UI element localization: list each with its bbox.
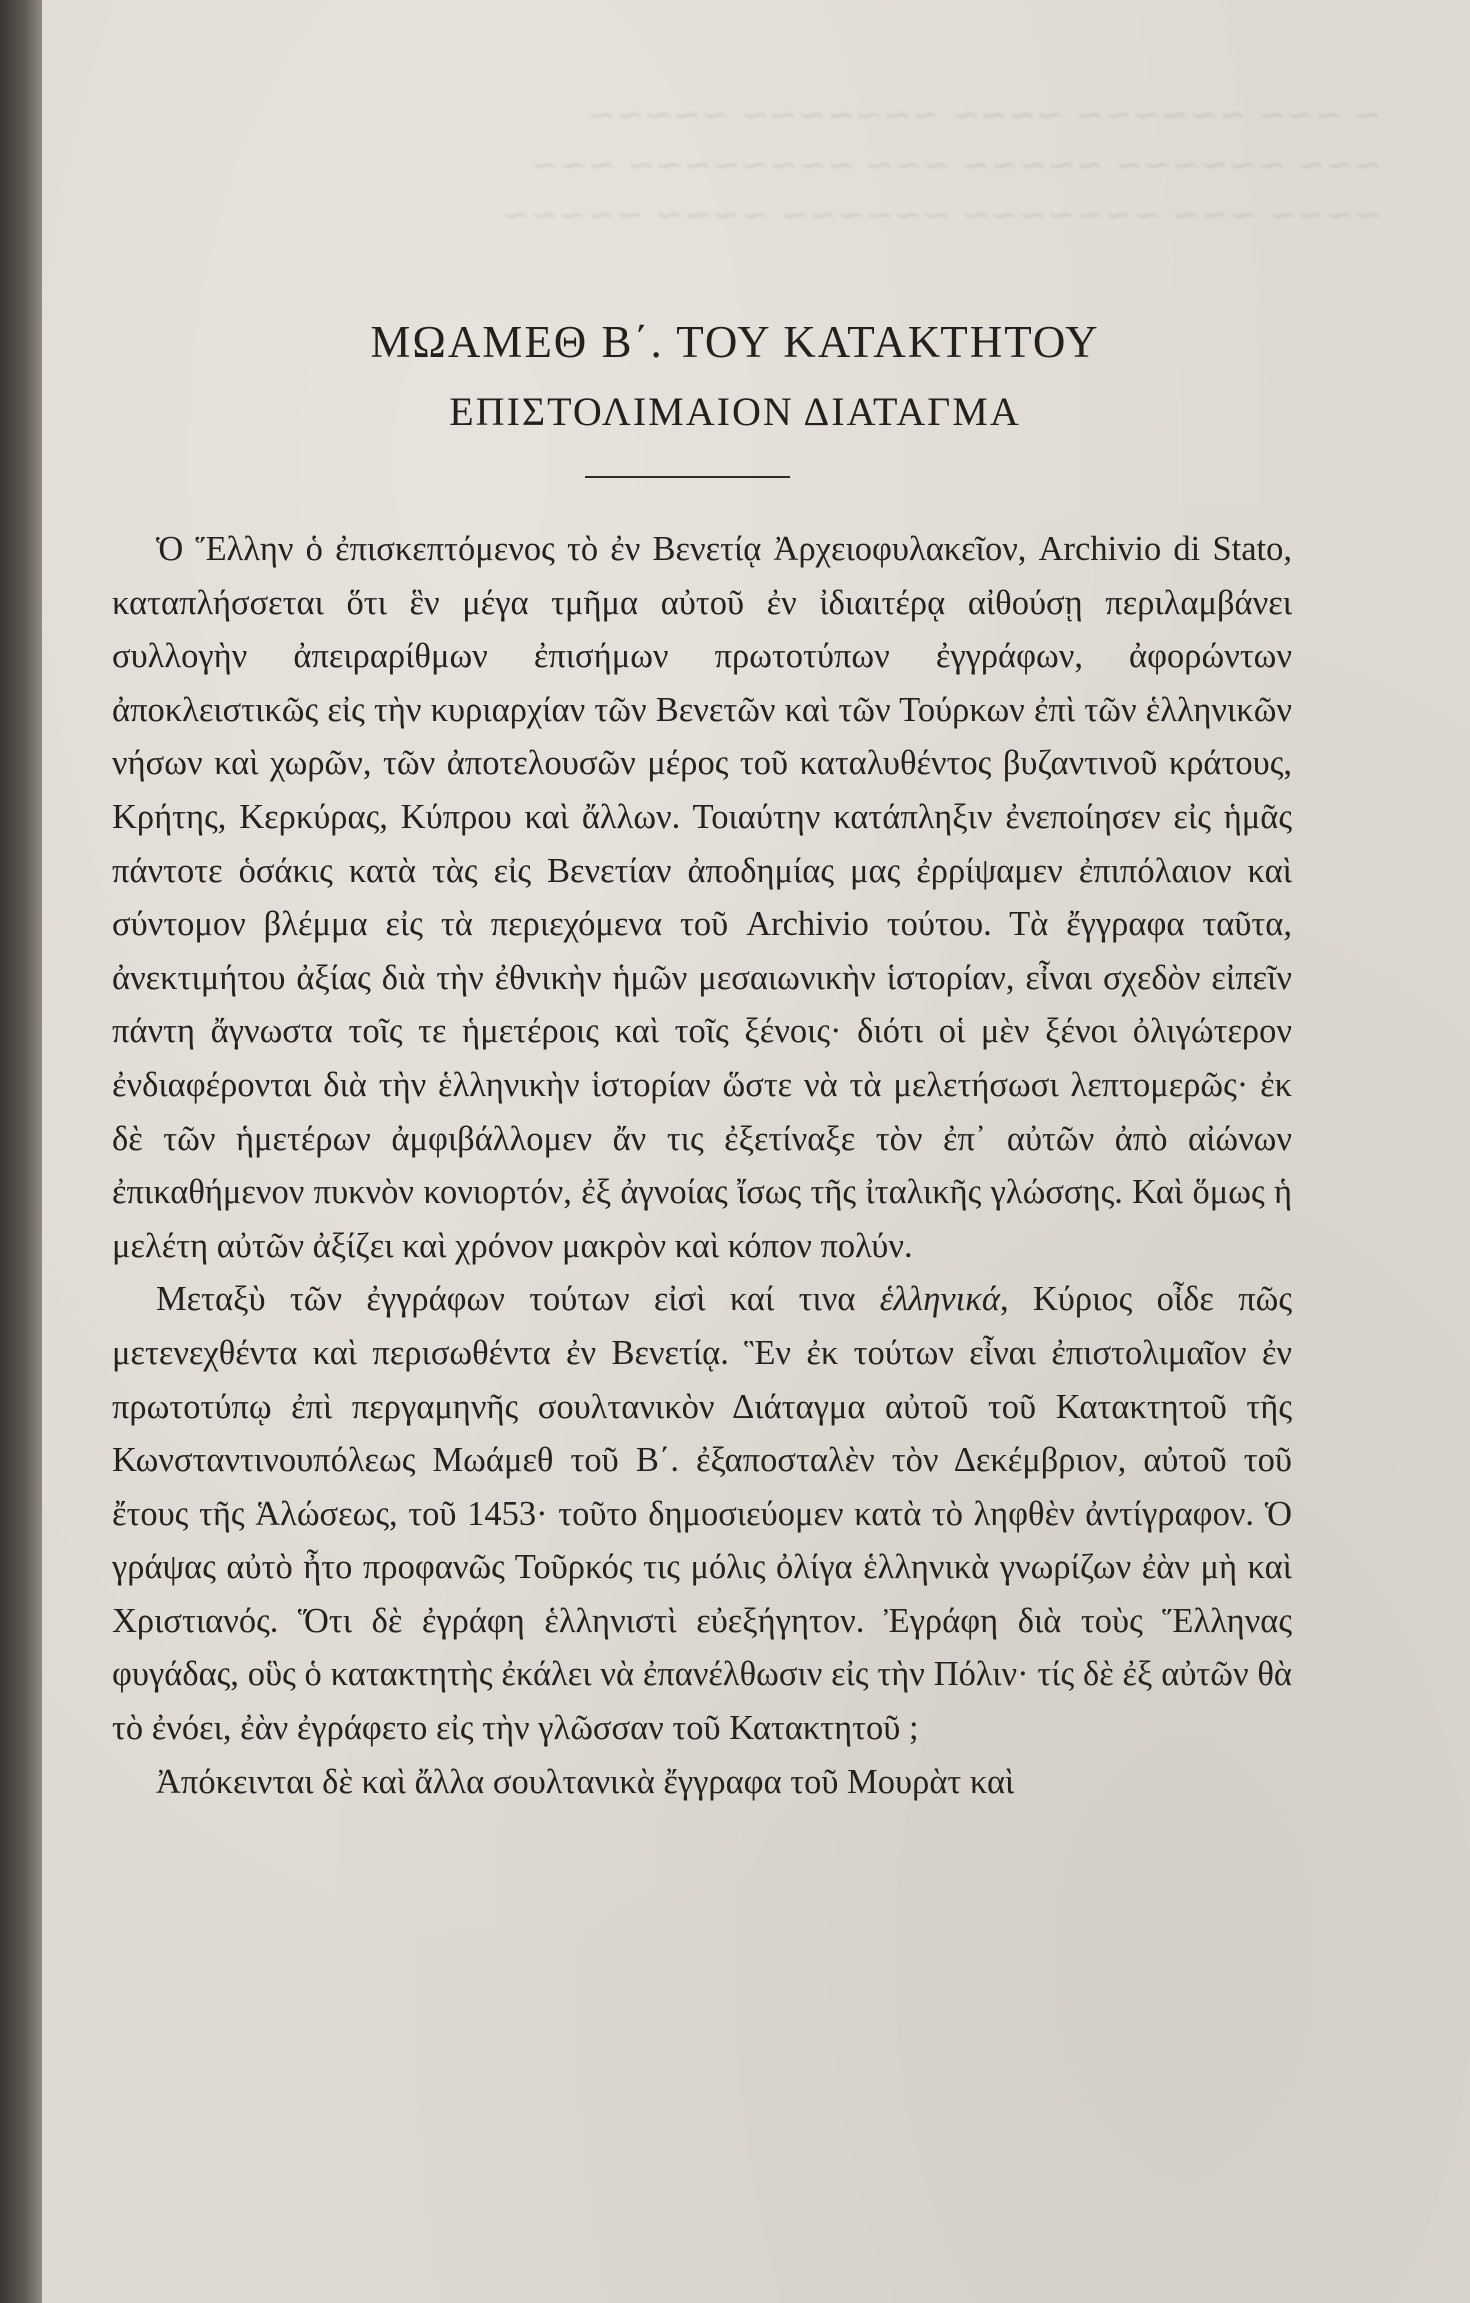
document-subtitle: ΕΠΙΣΤΟΛΙΜΑΙΟΝ ΔΙΑΤΑΓΜΑ (449, 389, 1021, 434)
paragraph-2 (112, 1273, 1292, 1755)
document-body (112, 523, 1292, 1809)
title-divider (585, 476, 790, 478)
paragraph-2-text-b: , Κύριος οἶδε πῶς μετενεχθέντα καὶ περισωθέντα ἐν Βενετίᾳ. Ἓν ἐκ τούτων εἶναι ἐπιστολιμαῖον ἐν πρωτοτύπῳ ἐπὶ περγαμηνῆς σουλτανικὸν Διάταγμα αὐτοῦ τοῦ Κατακτητοῦ τῆς Κωνσταντινουπόλεως Μωάμεθ τοῦ Β΄. ἐξαποσταλὲν τὸν Δεκέμβριον, αὐτοῦ τοῦ ἔτους τῆς Ἁλώσεως, τοῦ 1453· τοῦτο δημοσιεύομεν κατὰ τὸ ληφθὲν ἀντίγραφον. Ὁ γράψας αὐτὸ ἦτο προφανῶς Τοῦρκός τις μόλις ὀλίγα ἑλληνικὰ γνωρίζων ἐὰν μὴ καὶ Χριστιανός. Ὅτι δὲ ἐγράφη ἑλληνιστὶ εὐεξήγητον. Ἐγράφη διὰ τοὺς Ἕλληνας φυγάδας, οὓς ὁ κατακτητὴς ἐκάλει νὰ ἐπανέλθωσιν εἰς τὴν Πόλιν· τίς δὲ ἐξ αὐτῶν θὰ τὸ ἐνόει, ἐὰν ἐγράφετο εἰς τὴν γλῶσσαν τοῦ Κατακτητοῦ ; (112, 1280, 1292, 1748)
show-through-texture: ~ ~~~ ~~~~~~ ~~~~ ~~~~~~~ ~~~~~ ~~~ ~~~~~~ ~~~~~ ~~~ ~~~~~~~~ ~~~ ~~~~ ~~~ ~~~~~~~ ~~~~~~ ~~~~ ~~~~~ (501, 95, 1382, 235)
paragraph-3: Ἀπόκεινται δὲ καὶ ἄλλα σουλτανικὰ ἔγγραφα τοῦ Μουρὰτ καὶ (156, 1762, 1015, 1801)
paragraph-2-italic: ἑλληνικά (879, 1280, 1000, 1319)
paragraph-2-text-a: Μεταξὺ τῶν ἐγγράφων τούτων εἰσὶ καί τινα (156, 1280, 880, 1319)
document-title: ΜΩΑΜΕΘ Β΄. ΤΟΥ ΚΑΤΑΚΤΗΤΟΥ (370, 317, 1100, 367)
paragraph-1: Ὁ Ἕλλην ὁ ἐπισκεπτόμενος τὸ ἐν Βενετίᾳ Ἀρχειοφυλακεῖον, Archivio di Stato, καταπλήσσεται ὅτι ἓν μέγα τμῆμα αὐτοῦ ἐν ἰδιαιτέρᾳ αἰθούσῃ περιλαμβάνει συλλογὴν ἀπειραρίθμων ἐπισήμων πρωτοτύπων ἐγγράφων, ἀφορώντων ἀποκλειστικῶς εἰς τὴν κυριαρχίαν τῶν Βενετῶν καὶ τῶν Τούρκων ἐπὶ τῶν ἑλληνικῶν νήσων καὶ χωρῶν, τῶν ἀποτελουσῶν μέρος τοῦ καταλυθέντος βυζαντινοῦ κράτους, Κρήτης, Κερκύρας, Κύπρου καὶ ἄλλων. Τοιαύτην κατάπληξιν ἐνεποίησεν εἰς ἡμᾶς πάντοτε ὁσάκις κατὰ τὰς εἰς Βενετίαν ἀποδημίας μας ἐρρίψαμεν ἐπιπόλαιον καὶ σύντομον βλέμμα εἰς τὰ περιεχόμενα τοῦ Archivio τούτου. Τὰ ἔγγραφα ταῦτα, ἀνεκτιμήτου ἀξίας διὰ τὴν ἐθνικὴν ἡμῶν μεσαιωνικὴν ἱστορίαν, εἶναι σχεδὸν εἰπεῖν πάντη ἄγνωστα τοῖς τε ἡμετέροις καὶ τοῖς ξένοις· διότι οἱ μὲν ξένοι ὀλιγώτερον ἐνδιαφέρονται διὰ τὴν ἑλληνικὴν ἱστορίαν ὥστε νὰ τὰ μελετήσωσι λεπτομερῶς· ἐκ δὲ τῶν ἡμετέρων ἀμφιβάλλομεν ἄν τις ἐξετίναξε τὸν ἐπ᾽ αὐτῶν ἀπὸ αἰώνων ἐπικαθήμενον πυκνὸν κονιορτόν, ἐξ ἀγνοίας ἴσως τῆς ἰταλικῆς γλώσσης. Καὶ ὅμως ἡ μελέτη αὐτῶν ἀξίζει καὶ χρόνον μακρὸν καὶ κόπον πολύν. (112, 530, 1292, 1265)
